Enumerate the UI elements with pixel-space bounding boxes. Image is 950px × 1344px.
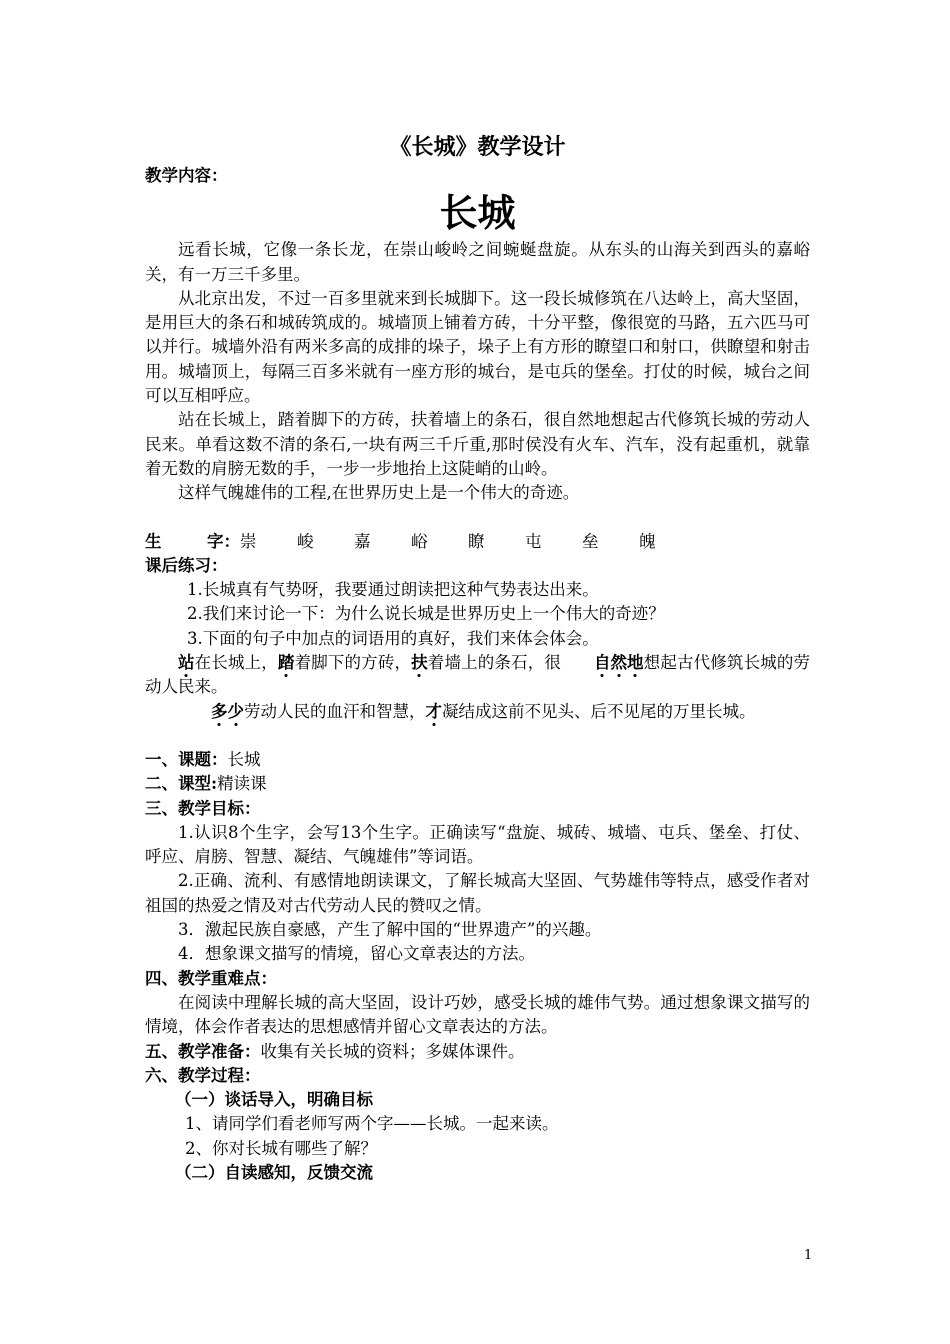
new-characters-label (145, 530, 240, 554)
goal-item: 2.正确、流利、有感情地朗读课文，了解长城高大坚固、气势雄伟等特点，感受作者对祖国的热爱之情及对古代劳动人民的赞叹之情。 (145, 871, 810, 915)
preparation-label: 五、教学准备： (145, 1041, 261, 1061)
key-points-label: 四、教学重难点： (145, 968, 277, 988)
example-sentence-1 (145, 651, 810, 700)
text-title: 长城 (439, 191, 516, 236)
new-character: 垒 (582, 531, 599, 551)
exercise-item: 1.长城真有气势呀，我要通过朗读把这种气势表达出来。 (187, 580, 599, 600)
step-heading: （一）谈话导入，明确目标 (175, 1090, 373, 1110)
dotted-char: 地 (627, 653, 644, 673)
page-number: 1 (804, 1248, 813, 1263)
dotted-char: 自 (594, 653, 611, 673)
text-paragraph: 站在长城上，踏着脚下的方砖，扶着墙上的条石，很自然地想起古代修筑长城的劳动人民来。单看这数不清的条石,一块有两三千斤重,那时侯没有火车、汽车，没有起重机，就靠着无数的肩膀无数的手，一步一步地抬上这陡峭的山岭。 (145, 410, 810, 478)
label-part: 生 (145, 531, 162, 551)
lesson-type-value: 精读课 (217, 774, 267, 794)
preparation-line (145, 1040, 810, 1064)
new-character: 峻 (297, 531, 314, 551)
preparation-value: 收集有关长城的资料；多媒体课件。 (260, 1041, 525, 1061)
topic-value: 长城 (227, 749, 261, 769)
sentence-text: 着墙上的条石，很 (427, 653, 562, 673)
goal-item: 3．激起民族自豪感，产生了解中国的“世界遗产”的兴趣。 (178, 920, 602, 940)
process-label: 六、教学过程： (145, 1065, 261, 1085)
dotted-word (561, 651, 644, 675)
lesson-type-line (145, 772, 810, 796)
new-character: 峪 (411, 531, 428, 551)
sentence-text: 劳动人民的血汗和智慧， (244, 701, 426, 721)
text-paragraph: 这样气魄雄伟的工程,在世界历史上是一个伟大的奇迹。 (178, 483, 580, 503)
new-character: 屯 (525, 531, 542, 551)
exercise-item: 3.下面的句子中加点的词语用的真好，我们来体会体会。 (187, 628, 599, 648)
step-heading: （二）自读感知，反馈交流 (175, 1162, 373, 1182)
dotted-word: 踏 (277, 653, 295, 673)
new-character: 嘉 (354, 531, 371, 551)
example-sentence-2 (145, 700, 810, 724)
content-label: 教学内容： (145, 166, 228, 185)
document-title: 《长城》教学设计 (389, 134, 566, 160)
goals-label: 三、教学目标： (145, 798, 261, 818)
new-character: 魄 (639, 531, 656, 551)
dotted-word: 站 (178, 653, 195, 673)
new-character: 瞭 (468, 531, 485, 551)
goal-item: 1.认识8个生字，会写13个生字。正确读写“盘旋、城砖、城墙、屯兵、堡垒、打仗、呼应、肩膀、智慧、凝结、气魄雄伟”等词语。 (145, 822, 810, 867)
sentence-text: 想起古代修筑长城的劳动人民来。 (145, 653, 811, 697)
text-paragraph: 远看长城，它像一条长龙，在崇山峻岭之间蜿蜒盘旋。从东头的山海关到西头的嘉峪关，有一万三千多里。 (145, 240, 810, 284)
new-characters-list (240, 530, 696, 554)
dotted-char: 多 (211, 701, 228, 721)
document-page (145, 130, 810, 1185)
key-points-text: 在阅读中理解长城的高大坚固，设计巧妙，感受长城的雄伟气势。通过想象课文描写的情境，体会作者表达的思想感情并留心文章表达的方法。 (145, 992, 810, 1037)
new-character: 崇 (240, 531, 257, 551)
dotted-word: 才 (425, 701, 442, 721)
lesson-type-label: 二、课型: (145, 774, 218, 794)
topic-label: 一、课题： (145, 749, 228, 769)
text-paragraph: 从北京出发，不过一百多里就来到长城脚下。这一段长城修筑在八达岭上，高大坚固，是用巨大的条石和城砖筑成的。城墙顶上铺着方砖，十分平整，像很宽的马路，五六匹马可以并行。城墙外沿有两米多高的成排的垛子，垛子上有方形的瞭望口和射口，供瞭望和射击用。城墙顶上，每隔三百多米就有一座方形的城台，是屯兵的堡垒。打仗的时候，城台之间可以互相呼应。 (145, 288, 810, 406)
sentence-text: 着脚下的方砖， (294, 653, 412, 673)
sentence-text: 在长城上， (194, 653, 278, 673)
goal-item: 4．想象课文描写的情境，留心文章表达的方法。 (178, 944, 535, 964)
exercise-item: 2.我们来讨论一下：为什么说长城是世界历史上一个伟大的奇迹？ (187, 604, 665, 624)
step-item: 2、你对长城有哪些了解？ (185, 1138, 377, 1158)
label-part: 字： (207, 531, 240, 551)
dotted-char: 少 (227, 701, 244, 721)
spacer (145, 724, 810, 748)
exercises-label: 课后练习： (145, 555, 228, 575)
dotted-char: 然 (610, 653, 628, 673)
dotted-word: 扶 (411, 653, 428, 673)
topic-line (145, 748, 810, 772)
new-characters-row (145, 530, 810, 554)
step-item: 1、请同学们看老师写两个字——长城。一起来读。 (185, 1114, 559, 1134)
dotted-word (178, 700, 244, 724)
sentence-text: 凝结成这前不见头、后不见尾的万里长城。 (442, 701, 756, 721)
